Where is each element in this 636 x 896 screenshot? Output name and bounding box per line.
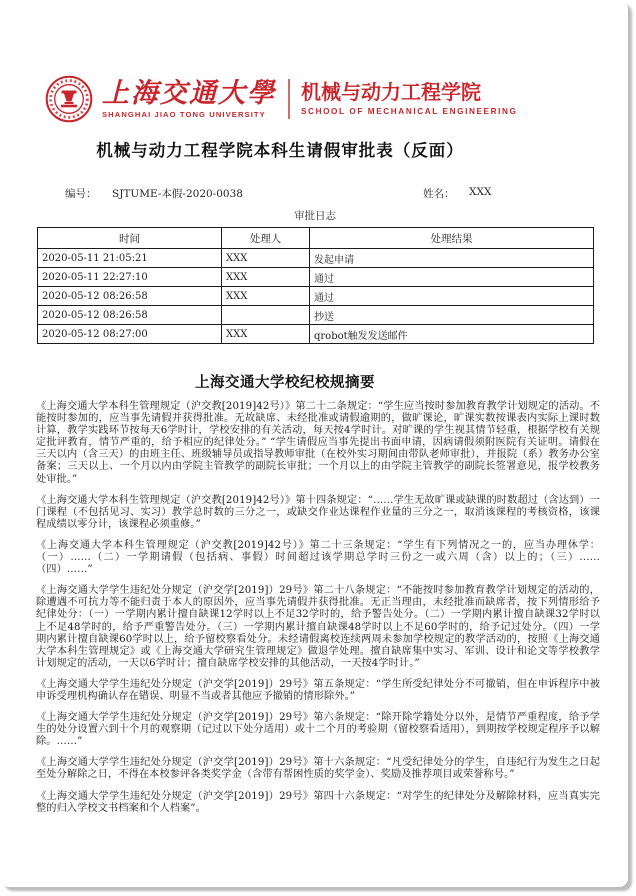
rules-heading: 上海交通大学校纪校规摘要 — [195, 375, 375, 391]
cell-time: 2020-05-11 21:05:21 — [38, 249, 222, 268]
cell-time: 2020-05-12 08:26:58 — [38, 306, 222, 325]
cell-result: 通过 — [310, 268, 594, 287]
number-value: SJTUME-本假-2020-0038 — [112, 188, 243, 200]
school-name-en: SCHOOL OF MECHANICAL ENGINEERING — [301, 107, 518, 116]
cell-result: 抄送 — [310, 306, 594, 325]
cell-result: qrobot触发发送邮件 — [310, 325, 594, 344]
table-row — [38, 306, 594, 325]
table-header-row — [38, 228, 594, 249]
cell-result: 发起申请 — [310, 249, 594, 268]
table-row — [38, 287, 594, 306]
letterhead — [44, 74, 628, 124]
table-caption: 审批日志 — [294, 210, 336, 222]
cell-result: 通过 — [310, 287, 594, 306]
column-header: 处理人 — [222, 228, 310, 249]
column-header: 处理结果 — [310, 228, 594, 249]
meta-row — [0, 186, 628, 201]
approval-log-table — [37, 227, 594, 344]
table-row — [38, 325, 594, 344]
table-row — [38, 268, 594, 287]
cell-time: 2020-05-12 08:26:58 — [38, 287, 222, 306]
rule-paragraph: 《上海交通大学学生违纪处分规定（沪交学[2019]）29号》第二十八条规定：“不能按时参加教育教学计划规定的活动的，除遭遇不可抗力等不能归责于本人的原因外，应当事先请假并获得批准。无正当理由，未经批准而缺席者，按下列情形给予纪律处分：（一）一学期内累计擅自缺课12学时以上不足32学时的，给予警告处分。（二）一学期内累计擅自缺课32学时以上不足48学时的，给予严重警告处分。（三）一学期内累计擅自缺课48学时以上不足60学时的，给予记过处分。（四）一学期内累计擅自缺课60学时以上，给予留校察看处分。未经请假离校连续两周未参加学校规定的教学活动的，按照《上海交通大学本科生管理规定》或《上海交通大学研究生管理规定》做退学处理。擅自缺席集中实习、军训、设计和论文等学校教学计划规定的活动，一天以6学时计；擅自缺席学校安排的其他活动，一天按4学时计。” — [36, 585, 600, 669]
rule-paragraph: 《上海交通大学本科生管理规定（沪交教[2019]42号）》第二十二条规定：“学生应当按时参加教育教学计划规定的活动。不能按时参加的，应当事先请假并获得批准。无故缺席、未经批准或请假逾期的，做旷课论，旷课实数按课表内实际上课时数计算，教学实践环节按每天6学时计，学校安排的有关活动，每天按4学时计。对旷课的学生视其情节轻重，根据学校有关规定批评教育，情节严重的，给予相应的纪律处分。” “学生请假应当事先提出书面申请，因病请假须附医院有关证明。请假在三天以内（含三天）的由班主任、班级辅导员或指导教师审批（在校外实习期间由带队老师审批），并报院（系）教务办公室备案；三天以上、一个月以内由学院主管教学的副院长审批；一个月以上的由学院主管教学的副院长签署意见，报学校教务处审批。” — [36, 401, 600, 485]
cell-handler: XXX — [222, 249, 310, 268]
sjtu-seal-icon — [44, 75, 94, 123]
number-label: 编号： — [65, 188, 97, 200]
university-name-en: SHANGHAI JIAO TONG UNIVERSITY — [102, 109, 266, 119]
header-divider — [288, 79, 290, 119]
rules-body — [36, 401, 600, 815]
university-brand — [102, 77, 276, 119]
school-brand — [301, 82, 517, 116]
university-name-cn: 上海交通大學 — [102, 77, 276, 109]
name-label: 姓名： — [423, 188, 455, 200]
school-name-cn: 机械与动力工程学院 — [301, 82, 481, 104]
cell-handler: XXX — [222, 287, 310, 306]
column-header: 时间 — [38, 228, 222, 249]
cell-time: 2020-05-12 08:27:00 — [38, 325, 222, 344]
rule-paragraph: 《上海交通大学学生违纪处分规定（沪交学[2019]）29号》第十六条规定：“凡受纪律处分的学生，自违纪行为发生之日起至处分解除之日，不得在本校参评各类奖学金（含带有帮困性质的奖学金）、奖励及推荐项目或荣誉称号。” — [36, 757, 600, 781]
name-value: XXX — [469, 186, 492, 198]
cell-handler: XXX — [222, 268, 310, 287]
rule-paragraph: 《上海交通大学本科生管理规定（沪交教[2019]42号）》第十四条规定：“……学生无故旷课或缺课的时数超过（含达到）一门课程（不包括见习、实习）教学总时数的三分之一，或缺交作业达课程作业量的三分之一，取消该课程的考核资格，该课程成绩以零分计，该课程必须重修。” — [36, 494, 600, 530]
cell-handler: XXX — [222, 325, 310, 344]
rule-paragraph: 《上海交通大学学生违纪处分规定（沪交学[2019]）29号》第六条规定：“除开除学籍处分以外，是情节严重程度，给予学生的处分设置六到十个月的观察期（记过以下处分适用）或十二个月的考验期（留校察看适用），到期按学校规定程序予以解除。……” — [36, 712, 600, 748]
cell-time: 2020-05-11 22:27:10 — [38, 268, 222, 287]
rule-paragraph: 《上海交通大学本科生管理规定（沪交教[2019]42号）》第二十三条规定：“学生有下列情况之一的，应当办理休学：（一）……（二）一学期请假（包括病、事假）时间超过该学期总学时三份之一或六周（含）以上的；（三）……（四）……” — [36, 539, 600, 576]
form-title: 机械与动力工程学院本科生请假审批表（反面） — [96, 142, 464, 160]
table-row — [38, 249, 594, 268]
cell-handler — [222, 306, 310, 325]
rule-paragraph: 《上海交通大学学生违纪处分规定（沪交学[2019]）29号》第四十六条规定：“对学生的纪律处分及解除材料，应当真实完整的归入学校文书档案和个人档案”。 — [36, 790, 600, 814]
rule-paragraph: 《上海交通大学学生违纪处分规定（沪交学[2019]）29号》第五条规定：“学生所受纪律处分不可撤销，但在申诉程序中被申诉受理机构确认存在错误、明显不当或者其他应予撤销的情形除外。” — [36, 678, 600, 702]
